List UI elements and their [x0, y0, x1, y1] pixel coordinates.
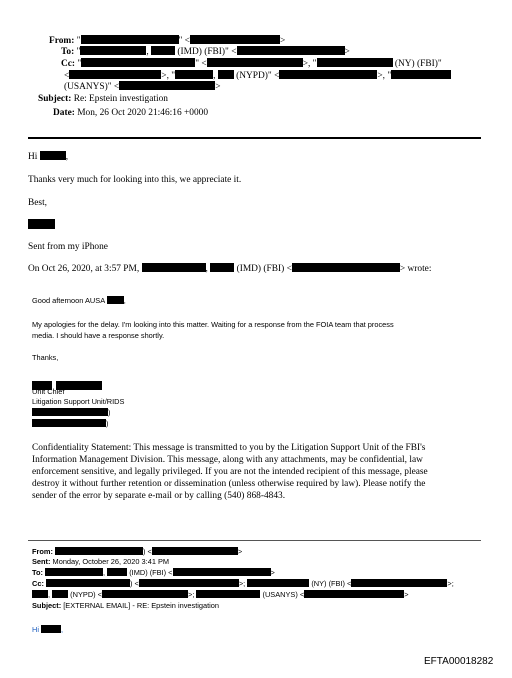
header-date-value: Mon, 26 Oct 2020 21:46:16 +0000	[77, 108, 209, 118]
header-divider	[28, 137, 481, 139]
redaction	[237, 46, 345, 55]
original-cc-label: Cc:	[32, 579, 44, 588]
quote-intro-line: On Oct 26, 2020, at 3:57 PM, , (IMD) (FBI) < > wrote:	[28, 264, 432, 274]
reply-sent-from: Sent from my iPhone	[28, 242, 108, 252]
redaction	[32, 590, 48, 598]
fbi-thanks: Thanks,	[32, 353, 59, 362]
redaction	[218, 70, 234, 79]
redaction	[46, 579, 130, 587]
fbi-signature-phone2: )	[32, 419, 108, 429]
quote-intro-imd: (IMD) (FBI) <	[236, 264, 292, 274]
original-to-line: To: , (IMD) (FBI) < >	[32, 568, 275, 577]
header-from-label: From:	[49, 36, 75, 46]
original-message-divider	[28, 540, 481, 541]
original-greeting: Hi	[32, 625, 39, 634]
redaction	[81, 35, 179, 44]
redaction	[139, 579, 239, 587]
reply-signoff: Best,	[28, 198, 48, 208]
fbi-greeting: Good afternoon AUSA	[32, 296, 105, 305]
confidentiality-line3: enforcement sensitive, and legally privileged. If you are not the intended recipient of this message, please	[32, 467, 428, 477]
redaction	[292, 263, 400, 272]
header-subject-label: Subject:	[38, 94, 72, 104]
original-sent-line	[32, 557, 169, 567]
reply-greeting-line: Hi ,	[28, 152, 69, 162]
redaction	[190, 35, 280, 44]
confidentiality-line4: destroy it without further retention or dissemination (unless otherwise required by law). Please notify the	[32, 479, 426, 489]
redaction	[28, 219, 55, 229]
original-sent-label: Sent:	[32, 557, 51, 566]
original-subject-value: [EXTERNAL EMAIL] - RE: Epstein investigation	[63, 601, 220, 610]
redaction	[173, 568, 271, 576]
bates-number: EFTA00018282	[424, 656, 494, 667]
redaction	[55, 547, 143, 555]
redaction	[107, 568, 127, 576]
header-subject-value: Re: Epstein investigation	[73, 94, 168, 104]
redaction	[247, 579, 309, 587]
redaction	[210, 263, 234, 272]
redaction	[45, 568, 103, 576]
header-cc-usanys: (USANYS)" <	[64, 82, 120, 92]
redaction	[207, 58, 303, 67]
header-cc-ny: (NY) (FBI)"	[394, 59, 442, 69]
header-cc-line3: (USANYS)" < >	[64, 82, 221, 92]
original-greeting-line: Hi ,	[32, 625, 64, 634]
redaction	[52, 590, 68, 598]
redaction	[80, 46, 146, 55]
original-to-imd: (IMD) (FBI) <	[129, 568, 173, 577]
header-from-line: From: " " < >	[49, 36, 286, 46]
redaction	[196, 590, 260, 598]
original-subject-line	[32, 601, 219, 611]
redaction	[40, 151, 66, 160]
redaction	[304, 590, 404, 598]
original-subject-label: Subject:	[32, 601, 62, 610]
reply-thanks: Thanks very much for looking into this, we appreciate it.	[28, 175, 242, 185]
fbi-signature-title: Unit Chief	[32, 387, 65, 396]
original-cc-line1: Cc: ) < >; (NY) (FBI) < >;	[32, 579, 454, 588]
fbi-paragraph-line2: media. I should have a response shortly.	[32, 331, 165, 340]
header-cc-line1: Cc: " " < >, " (NY) (FBI)"	[61, 59, 442, 69]
header-subject-line	[38, 94, 168, 104]
header-to-label: To:	[61, 47, 75, 57]
fbi-greeting-line: Good afternoon AUSA ,	[32, 296, 126, 305]
redaction	[151, 46, 175, 55]
redaction	[69, 70, 161, 79]
fbi-signature-phone1: )	[32, 408, 110, 418]
redaction	[175, 70, 213, 79]
redaction	[279, 70, 377, 79]
original-cc-line2: , (NYPD) < >; (USANYS) < >	[32, 590, 409, 600]
confidentiality-line2: Information Management Division. This message, along with any attachments, may be confidential, law	[32, 455, 423, 465]
redaction	[32, 408, 108, 416]
redaction	[351, 579, 447, 587]
header-to-imd: (IMD) (FBI)" <	[177, 47, 237, 57]
redaction	[152, 547, 238, 555]
fbi-signature-unit: Litigation Support Unit/RIDS	[32, 397, 125, 406]
header-date-line	[53, 108, 208, 118]
header-cc-label: Cc:	[61, 59, 76, 69]
quote-intro-prefix: On Oct 26, 2020, at 3:57 PM,	[28, 264, 140, 274]
original-to-label: To:	[32, 568, 43, 577]
original-cc-ny: (NY) (FBI) <	[311, 579, 352, 588]
original-from-label: From:	[32, 547, 53, 556]
redaction	[142, 263, 206, 272]
original-sent-value: Monday, October 26, 2020 3:41 PM	[52, 557, 170, 566]
confidentiality-line1: Confidentiality Statement: This message is transmitted to you by the Litigation Support Unit of the FBI's	[32, 443, 426, 453]
redaction	[107, 296, 124, 304]
confidentiality-line5: sender of the error by separate e-mail or by calling (540) 868-4843.	[32, 491, 286, 501]
original-from-line: From: ) < >	[32, 547, 243, 556]
fbi-paragraph-line1: My apologies for the delay. I'm looking into this matter. Waiting for a response from the FOIA team that process	[32, 320, 394, 329]
redaction	[317, 58, 393, 67]
original-nypd: (NYPD) <	[70, 590, 102, 599]
quote-intro-suffix: > wrote:	[399, 264, 432, 274]
header-to-line: To: " , (IMD) (FBI)" < >	[61, 47, 350, 57]
redaction	[32, 419, 106, 427]
redaction	[41, 625, 61, 633]
redaction	[102, 590, 188, 598]
redaction	[119, 81, 215, 90]
original-usanys: (USANYS) <	[262, 590, 305, 599]
redaction	[391, 70, 451, 79]
redaction	[81, 58, 195, 67]
header-cc-nypd: (NYPD)" <	[236, 71, 280, 81]
reply-greeting: Hi	[28, 152, 38, 162]
header-date-label: Date:	[53, 108, 75, 118]
header-cc-line2: < >, " , (NYPD)" < >, "	[64, 70, 451, 81]
